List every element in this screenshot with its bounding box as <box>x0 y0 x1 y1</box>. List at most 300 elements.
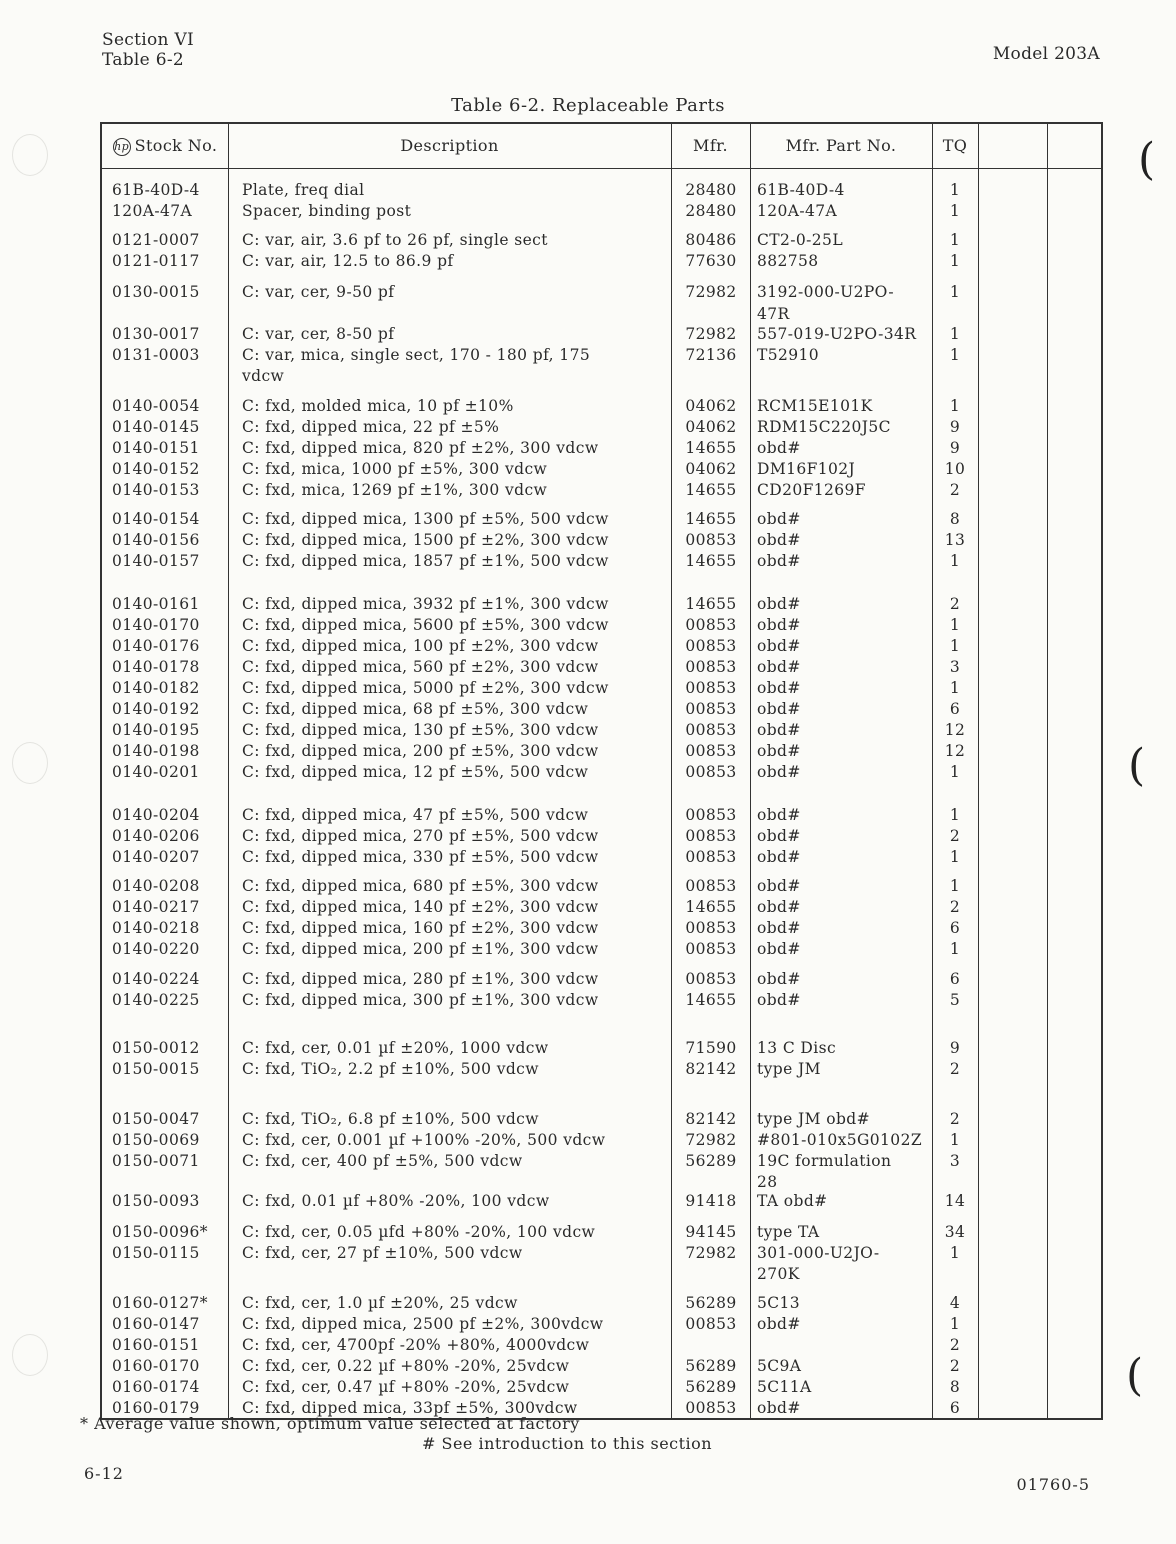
stock-no-cell: 0140-0207 <box>112 848 200 866</box>
table-row <box>102 1377 1101 1398</box>
tq-cell: 2 <box>949 1060 961 1078</box>
mfr-part-no-cell: obd# <box>757 940 801 958</box>
tq-cell: 2 <box>949 898 961 916</box>
tq-cell: 12 <box>944 742 966 760</box>
description-cell: C: fxd, cer, 400 pf ±5%, 500 vdcw <box>242 1152 523 1170</box>
table-title: Table 6-2. Replaceable Parts <box>451 95 725 116</box>
table-ref-label: Table 6-2 <box>102 50 185 70</box>
table-row <box>102 551 1101 572</box>
section-label: Section VI <box>102 30 195 50</box>
mfr-part-no-cell: 3192-000-U2PO- <box>757 283 894 301</box>
mfr-cell: 80486 <box>685 231 737 249</box>
mfr-part-no-cell: 47R <box>757 305 790 323</box>
mfr-part-no-cell: RDM15C220J5C <box>757 418 891 436</box>
mfr-cell: 00853 <box>685 679 737 697</box>
tq-cell: 13 <box>944 531 966 549</box>
table-row <box>102 417 1101 438</box>
table-row <box>102 969 1101 990</box>
stock-no-cell: 0160-0151 <box>112 1336 200 1354</box>
mfr-cell: 00853 <box>685 806 737 824</box>
stock-no-cell: 0160-0174 <box>112 1378 200 1396</box>
mfr-part-no-cell: obd# <box>757 721 801 739</box>
description-cell: C: fxd, dipped mica, 140 pf ±2%, 300 vdcw <box>242 898 599 916</box>
mfr-part-no-cell: obd# <box>757 919 801 937</box>
description-cell: C: fxd, cer, 0.47 µf +80% -20%, 25vdcw <box>242 1378 570 1396</box>
stock-no-cell: 0150-0069 <box>112 1131 200 1149</box>
mfr-part-no-cell: obd# <box>757 439 801 457</box>
tq-cell: 1 <box>949 202 961 220</box>
stock-no-cell: 0140-0224 <box>112 970 200 988</box>
header-divider <box>102 168 1101 169</box>
tq-cell: 12 <box>944 721 966 739</box>
description-cell: C: fxd, dipped mica, 1300 pf ±5%, 500 vdcw <box>242 510 609 528</box>
table-row <box>102 480 1101 501</box>
mfr-part-no-cell: 557-019-U2PO-34R <box>757 325 917 343</box>
table-row <box>102 180 1101 201</box>
description-cell: Plate, freq dial <box>242 181 365 199</box>
stock-no-cell: 0140-0198 <box>112 742 200 760</box>
document-code: 01760-5 <box>1016 1475 1090 1494</box>
mfr-part-no-cell: 120A-47A <box>757 202 838 220</box>
description-cell: C: fxd, dipped mica, 820 pf ±2%, 300 vdcw <box>242 439 599 457</box>
table-row <box>102 1151 1101 1172</box>
table-row <box>102 1293 1101 1314</box>
table-row <box>102 615 1101 636</box>
description-cell: C: fxd, dipped mica, 47 pf ±5%, 500 vdcw <box>242 806 589 824</box>
tq-cell: 14 <box>944 1192 966 1210</box>
tq-cell: 3 <box>949 1152 961 1170</box>
mfr-cell: 56289 <box>685 1294 737 1312</box>
description-cell: C: fxd, dipped mica, 300 pf ±1%, 300 vdcw <box>242 991 599 1009</box>
stock-no-cell: 0121-0007 <box>112 231 200 249</box>
table-row <box>102 201 1101 222</box>
tq-cell: 1 <box>949 877 961 895</box>
mfr-cell: 72982 <box>685 325 737 343</box>
mfr-cell: 14655 <box>685 991 737 1009</box>
stock-no-cell: 0140-0220 <box>112 940 200 958</box>
mfr-cell: 71590 <box>685 1039 737 1057</box>
tq-cell: 2 <box>949 1357 961 1375</box>
description-cell: C: fxd, dipped mica, 130 pf ±5%, 300 vdcw <box>242 721 599 739</box>
stock-no-cell: 0140-0152 <box>112 460 200 478</box>
stock-no-cell: 0160-0170 <box>112 1357 200 1375</box>
mfr-part-no-cell: 28 <box>757 1173 778 1191</box>
mfr-part-no-cell: type JM <box>757 1060 821 1078</box>
stock-no-cell: 0130-0017 <box>112 325 200 343</box>
table-row <box>102 636 1101 657</box>
mfr-part-no-cell: obd# <box>757 806 801 824</box>
tq-cell: 34 <box>944 1223 966 1241</box>
tq-cell: 1 <box>949 552 961 570</box>
tq-cell: 1 <box>949 1244 961 1262</box>
mfr-part-no-cell: T52910 <box>757 346 820 364</box>
description-cell: C: fxd, dipped mica, 1500 pf ±2%, 300 vdcw <box>242 531 609 549</box>
mfr-cell: 94145 <box>685 1223 737 1241</box>
mfr-part-no-cell: DM16F102J <box>757 460 856 478</box>
tq-cell: 1 <box>949 1131 961 1149</box>
table-row <box>102 459 1101 480</box>
mfr-part-no-cell: CD20F1269F <box>757 481 866 499</box>
mfr-cell: 14655 <box>685 552 737 570</box>
stock-no-cell: 0140-0154 <box>112 510 200 528</box>
mfr-cell: 72982 <box>685 1244 737 1262</box>
description-cell: C: fxd, TiO₂, 2.2 pf ±10%, 500 vdcw <box>242 1060 539 1078</box>
mfr-cell: 00853 <box>685 700 737 718</box>
header-tq: TQ <box>942 136 968 155</box>
section-header <box>102 30 194 70</box>
description-cell: C: fxd, mica, 1269 pf ±1%, 300 vdcw <box>242 481 548 499</box>
description-cell: C: fxd, dipped mica, 100 pf ±2%, 300 vdcw <box>242 637 599 655</box>
mfr-part-no-cell: obd# <box>757 658 801 676</box>
description-cell: C: fxd, dipped mica, 22 pf ±5% <box>242 418 500 436</box>
description-cell: C: fxd, dipped mica, 5600 pf ±5%, 300 vdcw <box>242 616 609 634</box>
mfr-part-no-cell: 270K <box>757 1265 800 1283</box>
table-row <box>102 657 1101 678</box>
mfr-cell: 00853 <box>685 940 737 958</box>
mfr-part-no-cell: obd# <box>757 1315 801 1333</box>
mfr-cell: 04062 <box>685 418 737 436</box>
description-cell: C: fxd, cer, 0.05 µfd +80% -20%, 100 vdcw <box>242 1223 596 1241</box>
mfr-cell: 00853 <box>685 763 737 781</box>
mfr-cell: 82142 <box>685 1060 737 1078</box>
mfr-cell: 77630 <box>685 252 737 270</box>
table-row <box>102 1172 1101 1193</box>
tq-cell: 5 <box>949 991 961 1009</box>
stock-no-cell: 0140-0054 <box>112 397 200 415</box>
table-row <box>102 1335 1101 1356</box>
tq-cell: 8 <box>949 1378 961 1396</box>
mfr-part-no-cell: type JM obd# <box>757 1110 870 1128</box>
description-cell: C: fxd, dipped mica, 330 pf ±5%, 500 vdcw <box>242 848 599 866</box>
mfr-cell: 14655 <box>685 898 737 916</box>
description-cell: C: fxd, cer, 4700pf -20% +80%, 4000vdcw <box>242 1336 590 1354</box>
mfr-part-no-cell: 5C9A <box>757 1357 802 1375</box>
mfr-cell: 00853 <box>685 919 737 937</box>
stock-no-cell: 0140-0170 <box>112 616 200 634</box>
description-cell: C: var, cer, 9-50 pf <box>242 283 395 301</box>
mfr-part-no-cell: obd# <box>757 848 801 866</box>
table-row <box>102 324 1101 345</box>
stock-no-cell: 0140-0151 <box>112 439 200 457</box>
stock-no-cell: 0140-0218 <box>112 919 200 937</box>
mfr-part-no-cell: obd# <box>757 827 801 845</box>
binding-mark: ( <box>1138 134 1156 185</box>
description-cell: C: fxd, dipped mica, 3932 pf ±1%, 300 vdcw <box>242 595 609 613</box>
mfr-part-no-cell: obd# <box>757 531 801 549</box>
description-cell: C: fxd, dipped mica, 280 pf ±1%, 300 vdcw <box>242 970 599 988</box>
mfr-cell: 00853 <box>685 1315 737 1333</box>
tq-cell: 8 <box>949 510 961 528</box>
description-cell: C: fxd, 0.01 µf +80% -20%, 100 vdcw <box>242 1192 550 1210</box>
table-row <box>102 304 1101 325</box>
stock-no-cell: 0140-0206 <box>112 827 200 845</box>
table-row <box>102 509 1101 530</box>
stock-no-cell: 0140-0201 <box>112 763 200 781</box>
header-description: Description <box>400 136 499 155</box>
table-row <box>102 897 1101 918</box>
mfr-part-no-cell: 19C formulation <box>757 1152 892 1170</box>
mfr-cell: 72982 <box>685 283 737 301</box>
table-row <box>102 1191 1101 1212</box>
footnote-asterisk: * Average value shown, optimum value selected at factory <box>80 1414 580 1433</box>
table-row <box>102 720 1101 741</box>
mfr-cell: 14655 <box>685 439 737 457</box>
mfr-cell: 00853 <box>685 658 737 676</box>
table-row <box>102 1059 1101 1080</box>
table-row <box>102 876 1101 897</box>
table-row <box>102 1264 1101 1285</box>
mfr-cell: 00853 <box>685 827 737 845</box>
mfr-part-no-cell: 5C13 <box>757 1294 801 1312</box>
mfr-cell: 04062 <box>685 460 737 478</box>
stock-no-cell: 0140-0161 <box>112 595 200 613</box>
mfr-cell: 00853 <box>685 1399 737 1417</box>
tq-cell: 1 <box>949 346 961 364</box>
tq-cell: 10 <box>944 460 966 478</box>
description-cell: C: var, mica, single sect, 170 - 180 pf, 175 <box>242 346 591 364</box>
mfr-part-no-cell: RCM15E101K <box>757 397 873 415</box>
table-row <box>102 1356 1101 1377</box>
tq-cell: 1 <box>949 231 961 249</box>
mfr-part-no-cell: obd# <box>757 510 801 528</box>
description-cell: C: var, air, 3.6 pf to 26 pf, single sect <box>242 231 548 249</box>
description-cell: C: fxd, dipped mica, 33pf ±5%, 300vdcw <box>242 1399 578 1417</box>
parts-table <box>100 122 1103 1420</box>
mfr-part-no-cell: #801-010x5G0102Z <box>757 1131 922 1149</box>
table-row <box>102 805 1101 826</box>
mfr-part-no-cell: obd# <box>757 991 801 1009</box>
stock-no-cell: 0140-0217 <box>112 898 200 916</box>
tq-cell: 1 <box>949 397 961 415</box>
table-row <box>102 918 1101 939</box>
mfr-part-no-cell: CT2-0-25L <box>757 231 844 249</box>
stock-no-cell: 0150-0015 <box>112 1060 200 1078</box>
binder-hole <box>12 1334 48 1376</box>
mfr-cell: 28480 <box>685 202 737 220</box>
tq-cell: 1 <box>949 679 961 697</box>
table-row <box>102 1222 1101 1243</box>
tq-cell: 2 <box>949 1110 961 1128</box>
table-row <box>102 741 1101 762</box>
mfr-part-no-cell: obd# <box>757 700 801 718</box>
mfr-cell: 28480 <box>685 181 737 199</box>
mfr-cell: 00853 <box>685 721 737 739</box>
description-cell: C: fxd, cer, 27 pf ±10%, 500 vdcw <box>242 1244 523 1262</box>
mfr-cell: 00853 <box>685 637 737 655</box>
description-cell: vdcw <box>242 367 285 385</box>
description-cell: C: fxd, dipped mica, 12 pf ±5%, 500 vdcw <box>242 763 589 781</box>
tq-cell: 9 <box>949 439 961 457</box>
tq-cell: 6 <box>949 919 961 937</box>
mfr-cell: 14655 <box>685 595 737 613</box>
table-row <box>102 939 1101 960</box>
mfr-part-no-cell: obd# <box>757 679 801 697</box>
table-row <box>102 1243 1101 1264</box>
stock-no-cell: 0140-0153 <box>112 481 200 499</box>
mfr-part-no-cell: TA obd# <box>757 1192 828 1210</box>
tq-cell: 9 <box>949 418 961 436</box>
description-cell: C: var, air, 12.5 to 86.9 pf <box>242 252 454 270</box>
mfr-part-no-cell: 5C11A <box>757 1378 812 1396</box>
mfr-cell: 00853 <box>685 877 737 895</box>
table-row <box>102 1038 1101 1059</box>
table-row <box>102 847 1101 868</box>
table-row <box>102 990 1101 1011</box>
header-stock-no-label: Stock No. <box>134 136 218 155</box>
mfr-cell: 04062 <box>685 397 737 415</box>
stock-no-cell: 0160-0147 <box>112 1315 200 1333</box>
stock-no-cell: 0140-0225 <box>112 991 200 1009</box>
mfr-part-no-cell: 13 C Disc <box>757 1039 837 1057</box>
mfr-part-no-cell: obd# <box>757 970 801 988</box>
description-cell: C: fxd, cer, 0.01 µf ±20%, 1000 vdcw <box>242 1039 549 1057</box>
table-row <box>102 678 1101 699</box>
description-cell: C: fxd, dipped mica, 560 pf ±2%, 300 vdcw <box>242 658 599 676</box>
stock-no-cell: 0130-0015 <box>112 283 200 301</box>
table-row <box>102 1130 1101 1151</box>
table-row <box>102 530 1101 551</box>
mfr-cell: 91418 <box>685 1192 737 1210</box>
description-cell: C: fxd, mica, 1000 pf ±5%, 300 vdcw <box>242 460 548 478</box>
page-number: 6-12 <box>84 1464 124 1483</box>
mfr-part-no-cell: obd# <box>757 595 801 613</box>
table-row <box>102 438 1101 459</box>
mfr-part-no-cell: obd# <box>757 552 801 570</box>
stock-no-cell: 0150-0071 <box>112 1152 200 1170</box>
footnote-hash: # See introduction to this section <box>422 1434 713 1453</box>
tq-cell: 6 <box>949 1399 961 1417</box>
description-cell: C: fxd, molded mica, 10 pf ±10% <box>242 397 514 415</box>
table-row <box>102 762 1101 783</box>
description-cell: Spacer, binding post <box>242 202 412 220</box>
table-row <box>102 396 1101 417</box>
binder-hole <box>12 742 48 784</box>
description-cell: C: fxd, dipped mica, 200 pf ±1%, 300 vdcw <box>242 940 599 958</box>
table-row <box>102 594 1101 615</box>
description-cell: C: var, cer, 8-50 pf <box>242 325 395 343</box>
hp-logo-icon: hp <box>113 138 131 156</box>
stock-no-cell: 0140-0204 <box>112 806 200 824</box>
stock-no-cell: 0140-0176 <box>112 637 200 655</box>
tq-cell: 6 <box>949 970 961 988</box>
tq-cell: 1 <box>949 806 961 824</box>
tq-cell: 1 <box>949 637 961 655</box>
stock-no-cell: 0140-0195 <box>112 721 200 739</box>
stock-no-cell: 0121-0117 <box>112 252 200 270</box>
tq-cell: 1 <box>949 181 961 199</box>
stock-no-cell: 0160-0179 <box>112 1399 200 1417</box>
stock-no-cell: 0140-0182 <box>112 679 200 697</box>
mfr-cell: 72982 <box>685 1131 737 1149</box>
mfr-part-no-cell: 61B-40D-4 <box>757 181 845 199</box>
table-row <box>102 1314 1101 1335</box>
description-cell: C: fxd, dipped mica, 270 pf ±5%, 500 vdcw <box>242 827 599 845</box>
tq-cell: 1 <box>949 940 961 958</box>
stock-no-cell: 120A-47A <box>112 202 193 220</box>
table-row <box>102 230 1101 251</box>
mfr-cell: 56289 <box>685 1152 737 1170</box>
tq-cell: 2 <box>949 1336 961 1354</box>
stock-no-cell: 0140-0208 <box>112 877 200 895</box>
description-cell: C: fxd, TiO₂, 6.8 pf ±10%, 500 vdcw <box>242 1110 539 1128</box>
mfr-cell: 14655 <box>685 510 737 528</box>
mfr-cell: 00853 <box>685 616 737 634</box>
stock-no-cell: 61B-40D-4 <box>112 181 200 199</box>
binder-hole <box>12 134 48 176</box>
description-cell: C: fxd, dipped mica, 2500 pf ±2%, 300vdcw <box>242 1315 604 1333</box>
tq-cell: 9 <box>949 1039 961 1057</box>
tq-cell: 1 <box>949 325 961 343</box>
table-row <box>102 826 1101 847</box>
tq-cell: 1 <box>949 848 961 866</box>
header-mfr: Mfr. <box>693 136 728 155</box>
mfr-part-no-cell: 301-000-U2JO- <box>757 1244 880 1262</box>
table-row <box>102 251 1101 272</box>
stock-no-cell: 0160-0127* <box>112 1294 208 1312</box>
mfr-part-no-cell: obd# <box>757 877 801 895</box>
mfr-cell: 00853 <box>685 970 737 988</box>
tq-cell: 6 <box>949 700 961 718</box>
description-cell: C: fxd, dipped mica, 5000 pf ±2%, 300 vdcw <box>242 679 609 697</box>
mfr-cell: 00853 <box>685 848 737 866</box>
stock-no-cell: 0140-0157 <box>112 552 200 570</box>
description-cell: C: fxd, cer, 0.001 µf +100% -20%, 500 vdcw <box>242 1131 606 1149</box>
binding-mark: ( <box>1128 740 1146 791</box>
stock-no-cell: 0150-0093 <box>112 1192 200 1210</box>
mfr-cell: 56289 <box>685 1378 737 1396</box>
stock-no-cell: 0150-0115 <box>112 1244 200 1262</box>
stock-no-cell: 0131-0003 <box>112 346 200 364</box>
mfr-part-no-cell: obd# <box>757 898 801 916</box>
stock-no-cell: 0140-0192 <box>112 700 200 718</box>
mfr-cell: 72136 <box>685 346 737 364</box>
binding-mark: ( <box>1126 1350 1144 1401</box>
table-row <box>102 282 1101 303</box>
stock-no-cell: 0150-0012 <box>112 1039 200 1057</box>
tq-cell: 1 <box>949 283 961 301</box>
description-cell: C: fxd, dipped mica, 160 pf ±2%, 300 vdcw <box>242 919 599 937</box>
description-cell: C: fxd, dipped mica, 200 pf ±5%, 300 vdcw <box>242 742 599 760</box>
mfr-cell: 82142 <box>685 1110 737 1128</box>
description-cell: C: fxd, dipped mica, 68 pf ±5%, 300 vdcw <box>242 700 589 718</box>
tq-cell: 1 <box>949 252 961 270</box>
tq-cell: 1 <box>949 763 961 781</box>
tq-cell: 2 <box>949 827 961 845</box>
mfr-part-no-cell: obd# <box>757 742 801 760</box>
mfr-cell: 00853 <box>685 531 737 549</box>
stock-no-cell: 0140-0156 <box>112 531 200 549</box>
tq-cell: 3 <box>949 658 961 676</box>
mfr-part-no-cell: obd# <box>757 763 801 781</box>
mfr-part-no-cell: obd# <box>757 1399 801 1417</box>
header-stock-no <box>102 124 228 168</box>
mfr-part-no-cell: obd# <box>757 616 801 634</box>
tq-cell: 1 <box>949 1315 961 1333</box>
stock-no-cell: 0140-0145 <box>112 418 200 436</box>
stock-no-cell: 0140-0178 <box>112 658 200 676</box>
mfr-part-no-cell: 882758 <box>757 252 819 270</box>
mfr-part-no-cell: type TA <box>757 1223 820 1241</box>
table-row <box>102 345 1101 366</box>
tq-cell: 2 <box>949 481 961 499</box>
tq-cell: 2 <box>949 595 961 613</box>
description-cell: C: fxd, dipped mica, 680 pf ±5%, 300 vdcw <box>242 877 599 895</box>
description-cell: C: fxd, cer, 0.22 µf +80% -20%, 25vdcw <box>242 1357 570 1375</box>
description-cell: C: fxd, cer, 1.0 µf ±20%, 25 vdcw <box>242 1294 518 1312</box>
stock-no-cell: 0150-0096* <box>112 1223 208 1241</box>
stock-no-cell: 0150-0047 <box>112 1110 200 1128</box>
table-row <box>102 366 1101 387</box>
